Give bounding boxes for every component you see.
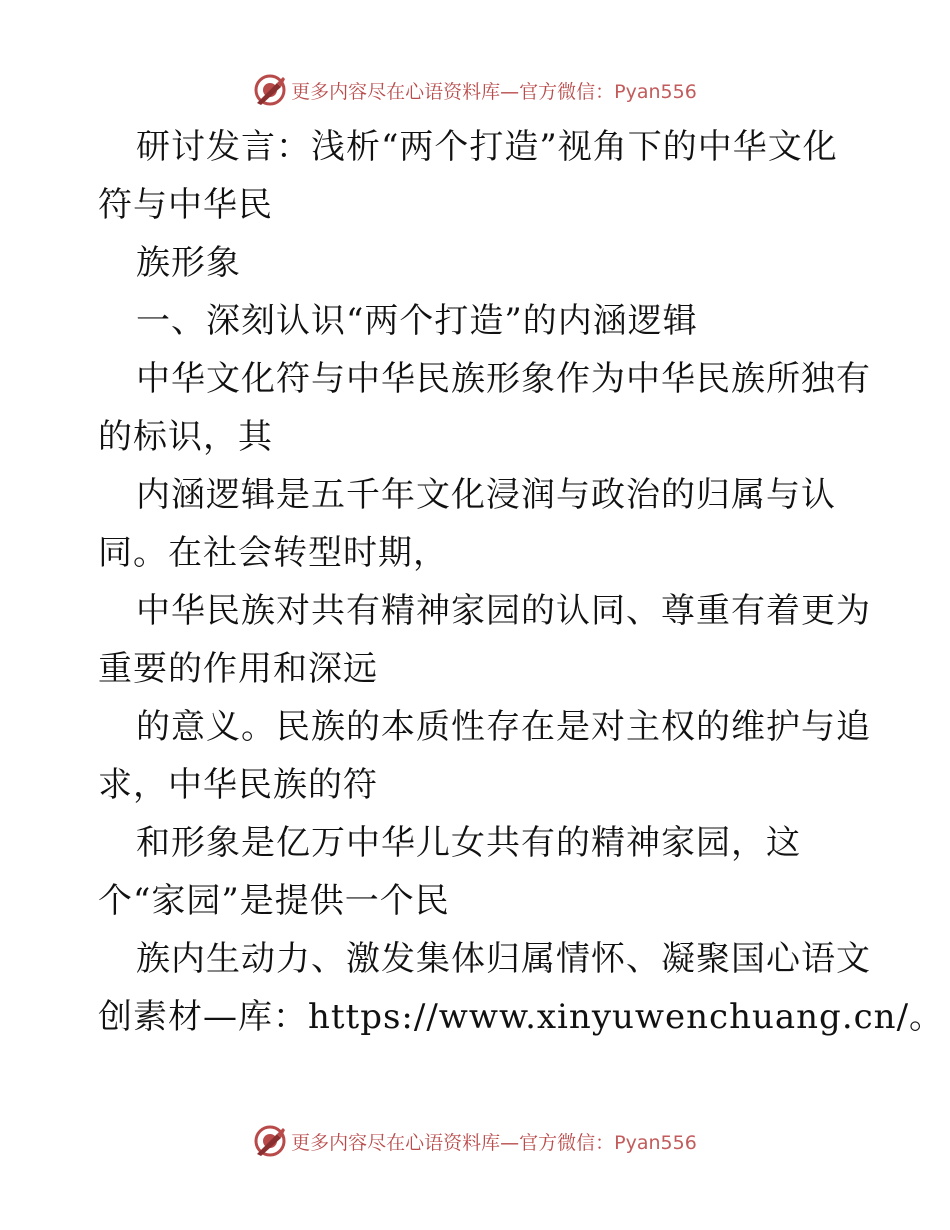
header-watermark	[0, 70, 950, 110]
text-line: 一、深刻认识“两个打造”的内涵逻辑	[136, 301, 698, 341]
text-line: 求，中华民族的符	[98, 765, 378, 805]
text-line: 的意义。民族的本质性存在是对主权的维护与追	[136, 707, 871, 747]
text-line: 符与中华民	[98, 185, 273, 225]
document-body	[98, 118, 945, 1046]
text-line: 中华文化符与中华民族形象作为中华民族所独有	[136, 359, 871, 399]
text-line: 同。在社会转型时期，	[98, 533, 448, 573]
text-line: 创素材—库：https://www.xinyuwenchuang.cn/。	[98, 997, 945, 1037]
text-line: 中华民族对共有精神家园的认同、尊重有着更为	[136, 591, 871, 631]
text-line: 个“家园”是提供一个民	[98, 881, 450, 921]
pen-logo-icon	[253, 1124, 287, 1158]
text-line: 族形象	[136, 243, 241, 283]
header-watermark-text: 更多内容尽在心语资料库—官方微信：Pyan556	[291, 80, 697, 103]
header-wechat-id: Pyan556	[614, 80, 697, 103]
footer-watermark-text: 更多内容尽在心语资料库—官方微信：Pyan556	[291, 1131, 697, 1154]
pen-logo-icon	[253, 73, 287, 107]
text-line: 族内生动力、激发集体归属情怀、凝聚国心语文	[136, 939, 871, 979]
footer-watermark	[0, 1121, 950, 1161]
footer-wechat-id: Pyan556	[614, 1131, 697, 1154]
text-line: 和形象是亿万中华儿女共有的精神家园，这	[136, 823, 801, 863]
text-line: 的标识，其	[98, 417, 273, 457]
text-line: 重要的作用和深远	[98, 649, 378, 689]
text-line: 内涵逻辑是五千年文化浸润与政治的归属与认	[136, 475, 836, 515]
text-line: 研讨发言：浅析“两个打造”视角下的中华文化	[136, 127, 838, 167]
